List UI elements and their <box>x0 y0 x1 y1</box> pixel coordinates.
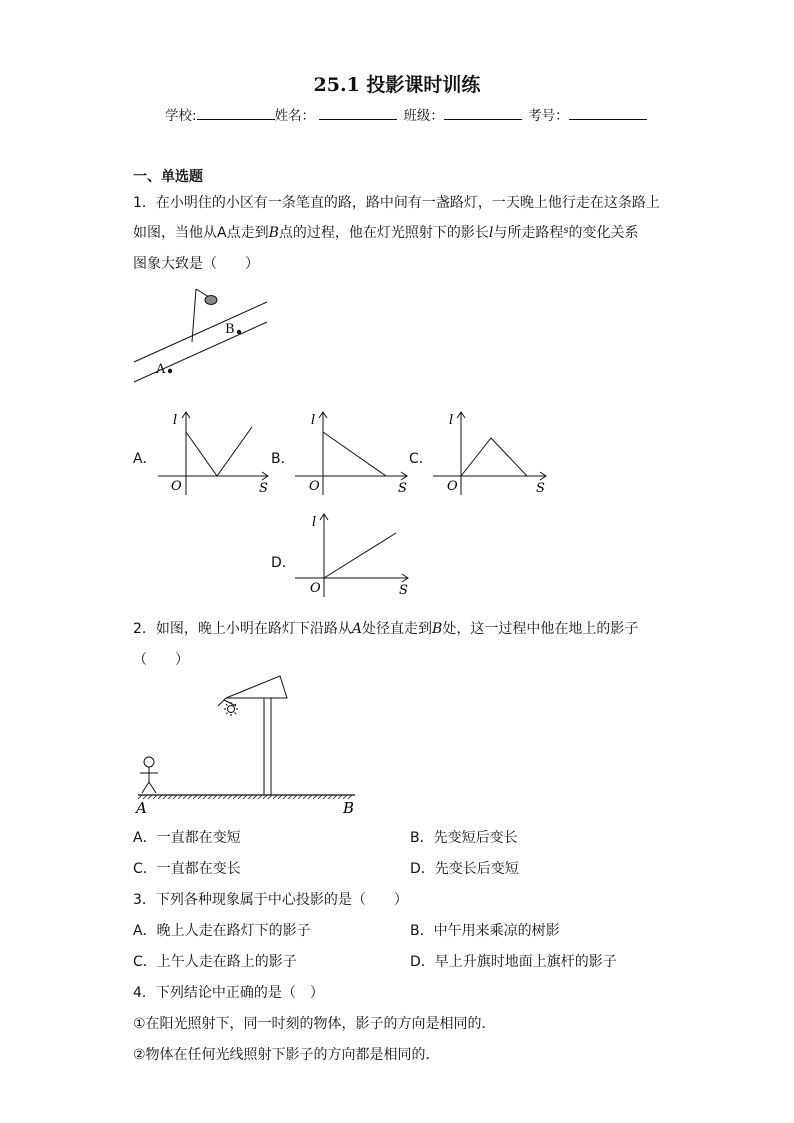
q2-option-b[interactable]: B．先变短后变长 <box>410 830 518 846</box>
light-icon <box>224 702 238 716</box>
q1-var-s: s <box>563 225 569 236</box>
q1-line2-e: 的变化关系 <box>568 225 639 241</box>
q1-line2 <box>133 222 639 242</box>
q1-option-c-label[interactable]: C． <box>409 451 433 467</box>
exam-no-label: 考号： <box>528 108 569 124</box>
lamp-bulb-icon <box>205 296 217 305</box>
exam-no-blank[interactable] <box>569 107 647 120</box>
q1-var-b: B <box>268 225 279 241</box>
graph-line-v <box>186 427 252 476</box>
page-title: 25.1 投影课时训练 <box>313 74 481 96</box>
graph-line-decreasing <box>323 432 386 476</box>
q2-streetlamp-figure <box>130 672 365 820</box>
q1-line2-a: 如图，当他从A点走到 <box>133 225 269 241</box>
graph-line-peak <box>461 438 527 476</box>
axis-y-label: l <box>311 413 316 428</box>
q1-var-l: l <box>488 225 494 241</box>
q2-var-b: B <box>432 621 443 637</box>
name-label: 姓名： <box>274 108 316 124</box>
section-heading: 一、单选题 <box>133 169 203 185</box>
q3-text: 3．下列各种现象属于中心投影的是（ ） <box>133 892 408 908</box>
axis-x-label: S <box>398 481 407 496</box>
q2-line1-c: 处，这一过程中他在地上的影子 <box>442 621 639 637</box>
name-blank[interactable] <box>319 107 397 120</box>
point-b-label: B <box>343 799 355 817</box>
school-label: 学校: <box>165 108 197 124</box>
q1-line2-c: 点的过程，他在灯光照射下的影长 <box>278 225 489 241</box>
q3-option-b[interactable]: B．中午用来乘凉的树影 <box>410 923 560 939</box>
q4-text: 4．下列结论中正确的是（ ） <box>133 985 324 1001</box>
road-edge-lower <box>134 322 267 382</box>
road-edge-upper <box>134 302 267 362</box>
point-b-label: B <box>225 322 235 337</box>
q1-option-b-graph[interactable] <box>290 410 410 495</box>
point-b-dot <box>237 330 241 334</box>
axis-origin-label: O <box>171 479 182 494</box>
q1-option-b-label[interactable]: B． <box>271 451 295 467</box>
q1-option-d-label[interactable]: D． <box>271 555 296 571</box>
axis-origin-label: O <box>310 581 321 596</box>
q2-line1 <box>133 618 638 638</box>
q4-item-1: ①在阳光照射下，同一时刻的物体，影子的方向是相同的． <box>133 1016 496 1032</box>
q2-option-d[interactable]: D．先变长后变短 <box>410 861 519 877</box>
q3-option-a[interactable]: A．晚上人走在路灯下的影子 <box>133 923 311 939</box>
q2-line2: （ ） <box>133 652 189 668</box>
q3-option-d[interactable]: D．早上升旗时地面上旗杆的影子 <box>410 954 617 970</box>
q1-road-figure <box>130 285 280 390</box>
axis-origin-label: O <box>309 479 320 494</box>
q2-line1-b: 处径直走到 <box>362 621 433 637</box>
graph-line-increasing <box>324 533 396 578</box>
axis-x-label: S <box>399 583 408 598</box>
point-a-label: A <box>136 799 147 817</box>
q1-option-a-graph[interactable] <box>152 410 272 495</box>
class-label: 班级： <box>403 108 444 124</box>
q2-option-a[interactable]: A．一直都在变短 <box>133 830 241 846</box>
point-a-label: A <box>156 362 166 377</box>
axis-y-label: l <box>449 413 454 428</box>
lamp-arm <box>196 289 209 297</box>
lamp-pole <box>264 698 271 795</box>
person-figure <box>140 757 158 793</box>
q1-line3: 图象大致是（ ） <box>133 256 259 272</box>
point-a-dot <box>168 369 172 373</box>
q2-option-c[interactable]: C．一直都在变长 <box>133 861 241 877</box>
axis-y-label: l <box>312 515 317 530</box>
q1-line1: 1．在小明住的小区有一条笔直的路，路中间有一盏路灯，一天晚上他行走在这条路上 <box>133 195 660 211</box>
q1-option-c-graph[interactable] <box>428 410 550 495</box>
axis-x-label: S <box>259 481 268 496</box>
lamp-housing <box>226 676 287 698</box>
q2-var-a: A <box>351 621 363 637</box>
axis-origin-label: O <box>447 479 458 494</box>
student-info-line <box>165 104 647 124</box>
q2-line1-a: 2．如图，晚上小明在路灯下沿路从 <box>133 621 352 637</box>
q1-option-d-graph[interactable] <box>290 512 412 597</box>
q4-item-2: ②物体在任何光线照射下影子的方向都是相同的． <box>133 1047 440 1063</box>
q1-line2-d: 与所走路程 <box>493 225 564 241</box>
q1-option-a-label[interactable]: A． <box>133 451 157 467</box>
class-blank[interactable] <box>444 107 522 120</box>
axis-x-label: S <box>536 481 545 496</box>
school-blank[interactable] <box>197 107 275 120</box>
q3-option-c[interactable]: C．上午人走在路上的影子 <box>133 954 297 970</box>
axis-y-label: l <box>173 413 178 428</box>
